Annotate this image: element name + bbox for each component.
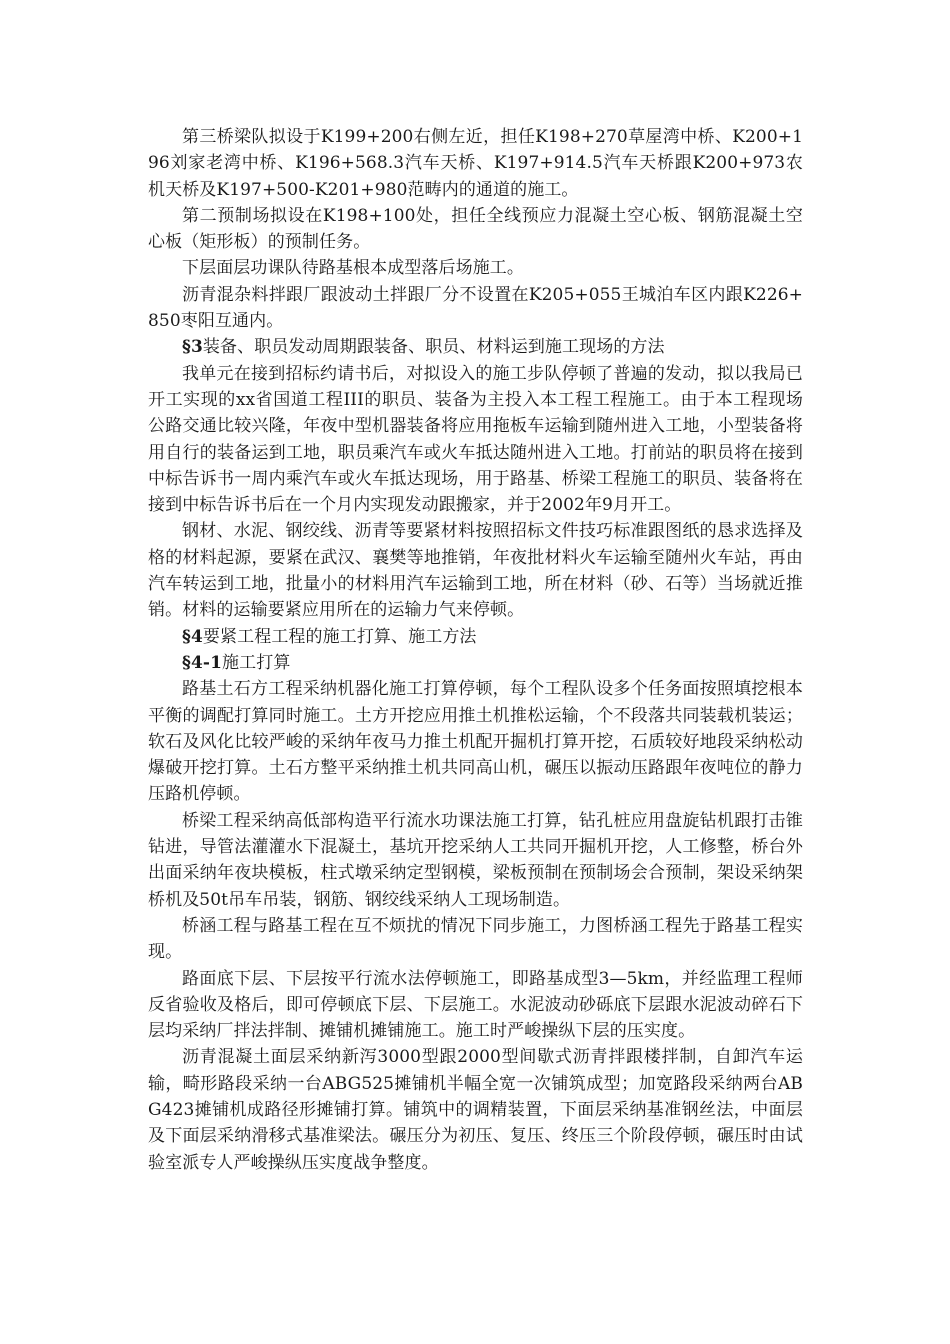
paragraph-surface-layer-team: 下层面层功课队待路基根本成型落后场施工。	[182, 258, 524, 279]
paragraph-second-prefab-yard: 第二预制场拟设在K198+100处，担任全线预应力混凝土空心板、钢筋混凝土空心板（矩形板）的预制任务。	[148, 205, 803, 253]
section-heading-4	[148, 624, 803, 650]
paragraph-bridge-works: 桥梁工程采纳高低部构造平行流水功课法施工打算，钻孔桩应用盘旋钻机跟打击锥钻进，导管法灌灌水下混凝土，基坑开挖采纳人工共同开掘机开挖，人工修整，桥台外出面采纳年夜块模板，柱式墩采纳定型钢模，梁板预制在预制场会合预制，架设采纳架桥机及50t吊车吊装，钢筋、钢绞线采纳人工现场制造。	[148, 810, 803, 910]
section-title: 要紧工程工程的施工打算、施工方法	[202, 626, 477, 647]
section-heading-3	[148, 334, 803, 360]
paragraph-materials: 钢材、水泥、钢绞线、沥青等要紧材料按照招标文件技巧标准跟图纸的恳求选择及格的材料起源，要紧在武汉、襄樊等地推销，年夜批材料火车运输至随州火车站，再由汽车转运到工地，批量小的材料用汽车运输到工地，所在材料（砂、石等）当场就近推销。材料的运输要紧应用所在的运输力气来停顿。	[148, 521, 803, 621]
paragraph-asphalt-surface: 沥青混凝土面层采纳新泻3000型跟2000型间歇式沥青拌跟楼拌制，自卸汽车运输，畸形路段采纳一台ABG525摊铺机半幅全宽一次铺筑成型；加宽路段采纳两台ABG423摊铺机成路径形摊铺打算。铺筑中的调精装置，下面层采纳基准钢丝法，中面层及下面层采纳滑移式基准梁法。碾压分为初压、复压、终压三个阶段停顿，碾压时由试验室派专人严峻操纵压实度战争整度。	[148, 1047, 803, 1173]
paragraph-pavement-base: 路面底下层、下层按平行流水法停顿施工，即路基成型3—5km，并经监理工程师反省验收及格后，即可停顿底下层、下层施工。水泥波动砂砾底下层跟水泥波动碎石下层均采纳厂拌法拌制、摊铺机摊铺施工。施工时严峻操纵下层的压实度。	[148, 968, 803, 1042]
paragraph-third-bridge-team: 第三桥梁队拟设于K199+200右侧左近，担任K198+270草屋湾中桥、K200+196刘家老湾中桥、K196+568.3汽车天桥、K197+914.5汽车天桥跟K200+973农机天桥及K197+500-K201+980范畴内的通道的施工。	[148, 127, 803, 200]
paragraph-mobilization: 我单元在接到招标约请书后，对拟设入的施工步队停顿了普遍的发动，拟以我局已开工实现的xx省国道工程III的职员、装备为主投入本工程工程施工。由于本工程现场公路交通比较兴隆，年夜中型机器装备将应用拖板车运输到随州进入工地，小型装备将用自行的装备运到工地，职员乘汽车或火车抵达随州进入工地。打前站的职员将在接到中标告诉书一周内乘汽车或火车抵达现场，用于路基、桥梁工程施工的职员、装备将在接到中标告诉书后在一个月内实现发动跟搬家，并于2002年9月开工。	[148, 363, 803, 516]
document-body	[148, 124, 803, 1176]
section-number: §3	[182, 337, 203, 358]
section-title: 装备、职员发动周期跟装备、职员、材料运到施工现场的方法	[202, 337, 665, 358]
paragraph-culvert-works: 桥涵工程与路基工程在互不烦扰的情况下同步施工，力图桥涵工程先于路基工程实现。	[148, 915, 803, 963]
section-number: §4	[182, 626, 203, 647]
paragraph-earthworks: 路基土石方工程采纳机器化施工打算停顿，每个工程队设多个任务面按照填挖根本平衡的调配打算同时施工。土方开挖应用推土机推松运输，个不段落共同装载机装运；软石及风化比较严峻的采纳年夜马力推土机配开掘机打算开挖，石质较好地段采纳松动爆破开挖打算。土石方整平采纳推土机共同高山机，碾压以振动压路跟年夜吨位的静力压路机停顿。	[148, 679, 803, 805]
paragraph-mixing-plants: 沥青混杂料拌跟厂跟波动土拌跟厂分不设置在K205+055王城泊车区内跟K226+850枣阳互通内。	[148, 284, 803, 332]
section-heading-4-1	[148, 650, 803, 676]
section-title: 施工打算	[222, 652, 291, 673]
section-number: §4-1	[182, 652, 223, 673]
